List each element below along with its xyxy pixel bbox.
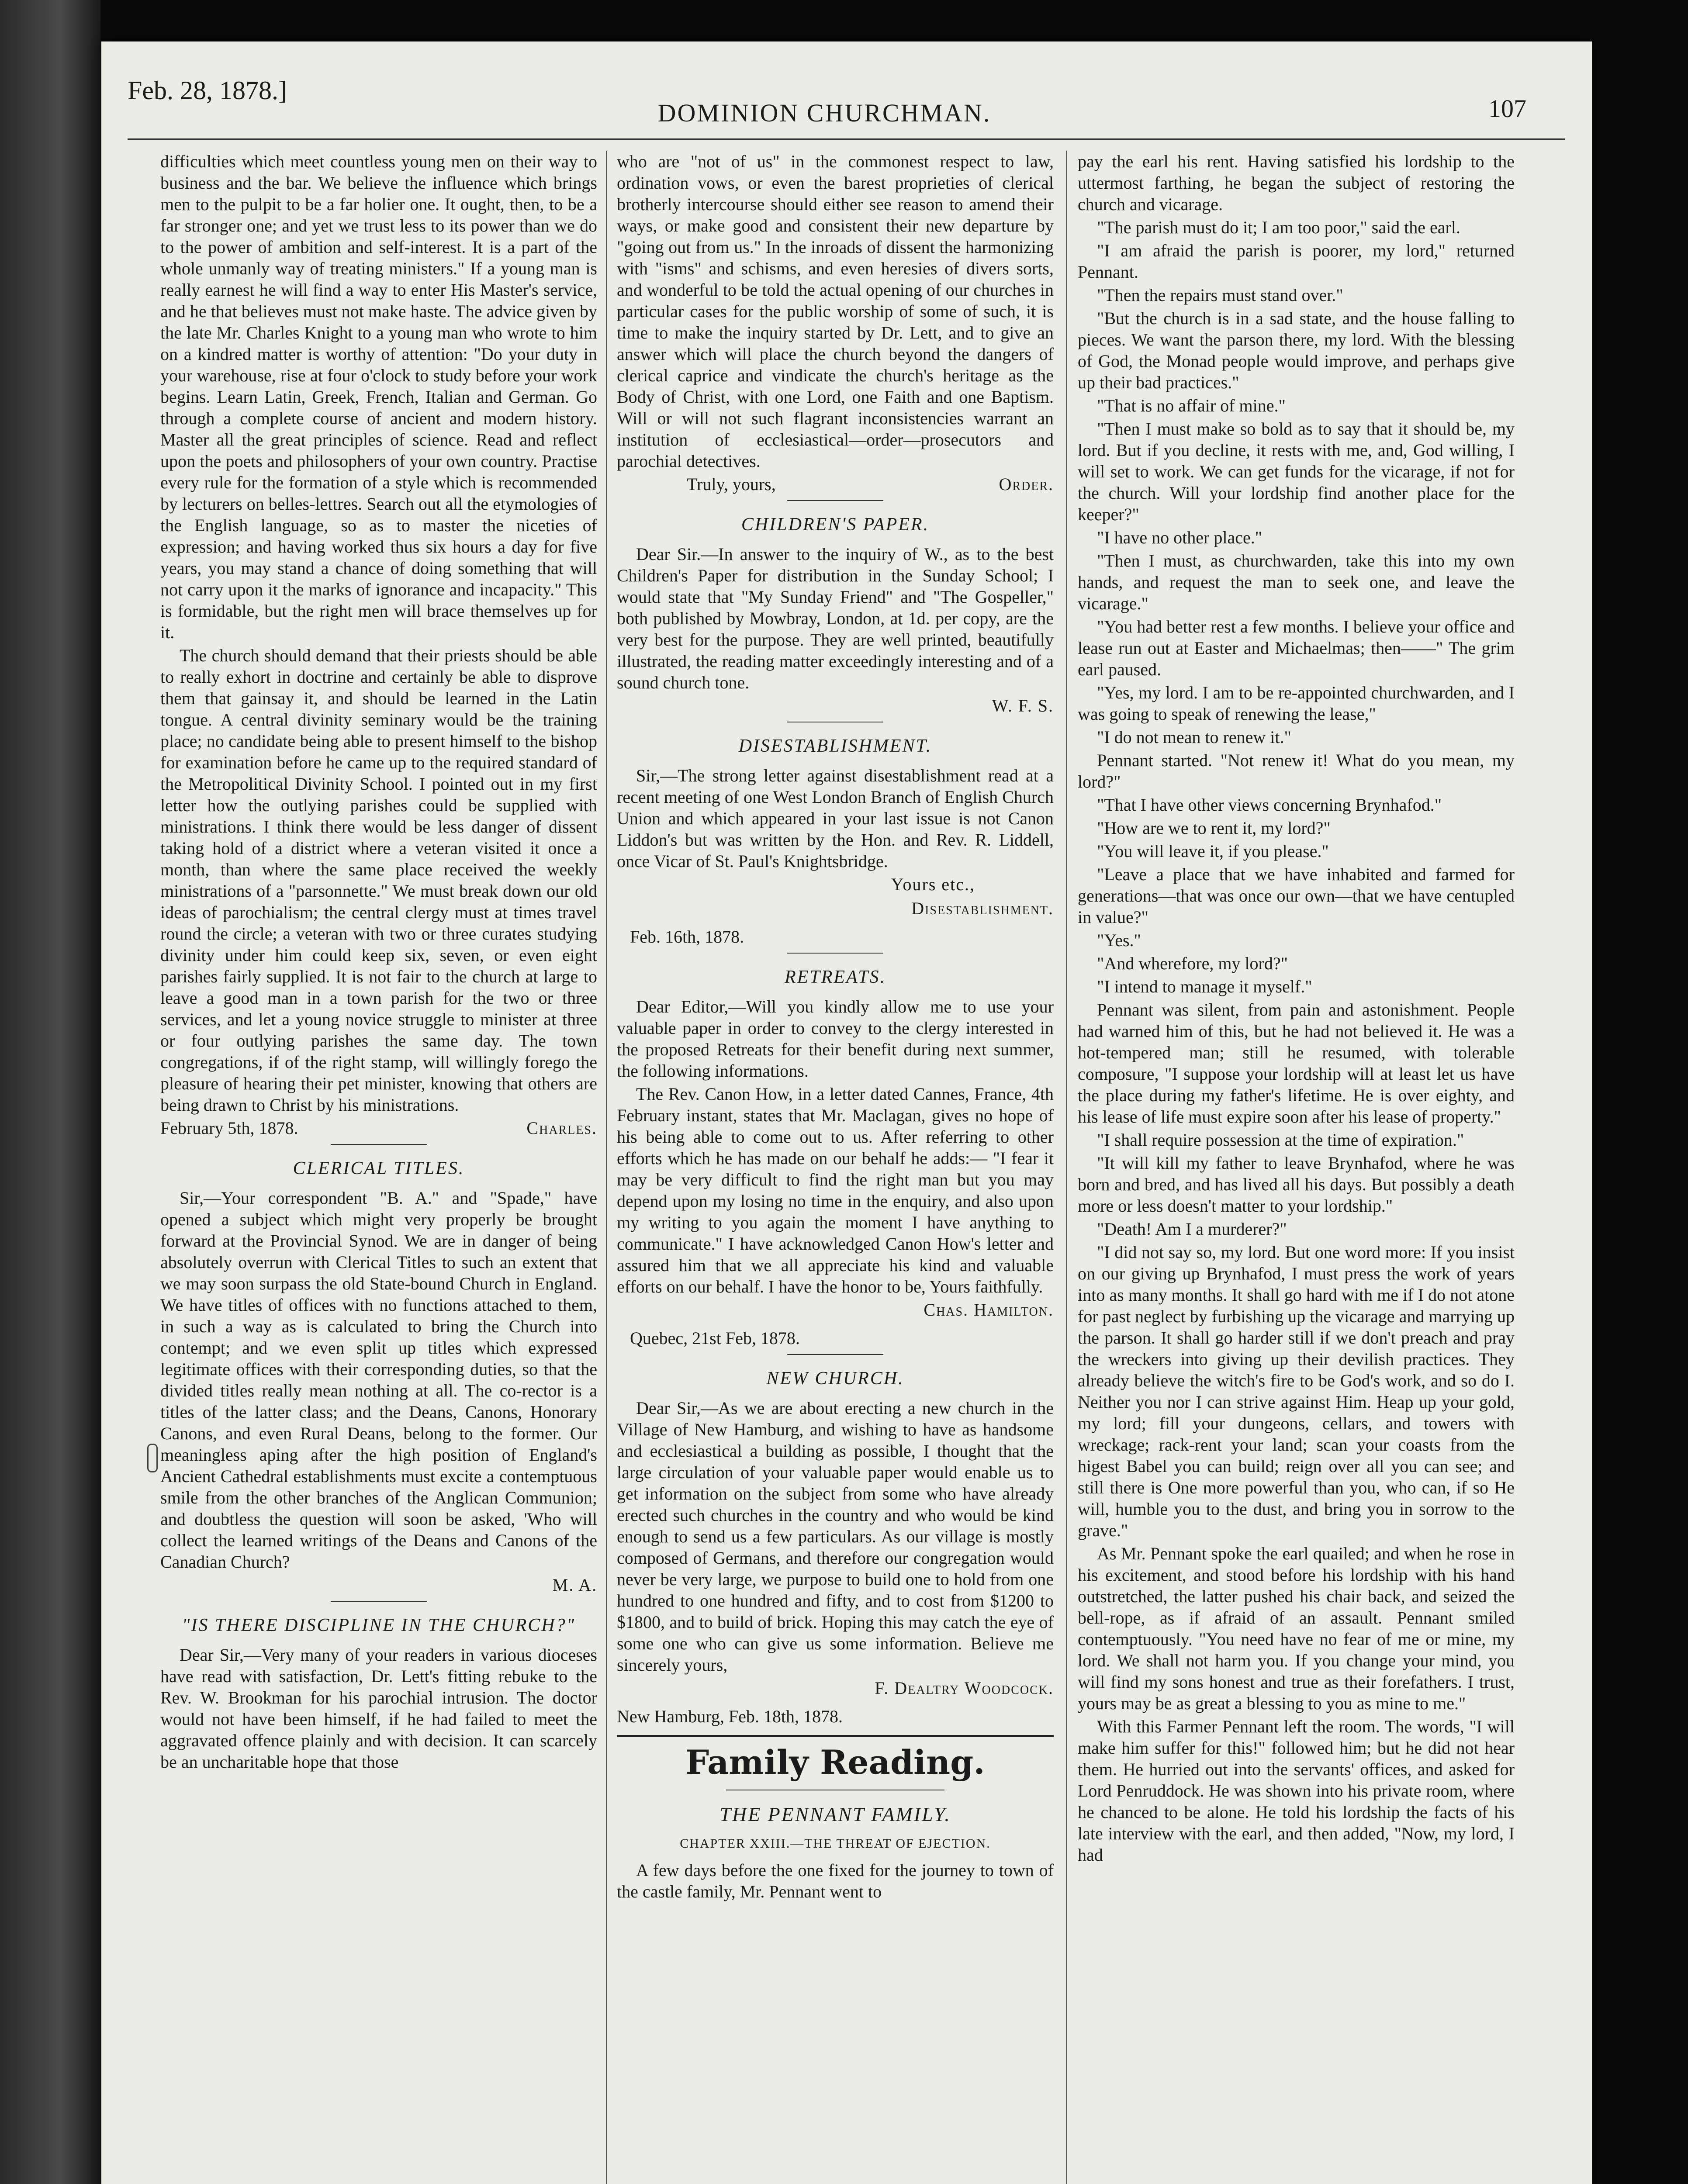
letter-date: Quebec, 21st Feb, 1878. — [630, 1328, 800, 1348]
paragraph: "I did not say so, my lord. But one word more: If you insist on our giving up Brynhafod, I must press the work of years into as many months. It shall go hard with me if I do not atone for past neglect by furbishing up the vicarage and marrying up the parson. It shall go harder still if we don't preach and pray the wreckers into giving up their devilish practices. They already believe the witch's fire to be God's work, and so do I. Neither you nor I can strive against Him. Heap up your gold, my lord; fill your dungeons, cellars, and towers with wreckage; rack-rent your land; scan your coasts from the higest Babel you can build; reign over all you can see; and still there is One more powerful than you, who can, if so He will, humble you to the dust, and bring you in sorrow to the grave." — [1078, 1242, 1515, 1540]
signature-line — [160, 1117, 597, 1139]
paragraph: Dear Sir,—As we are about erecting a new church in the Village of New Hamburg, and wishing to have as handsome and ecclesiastical a building as possible, I thought that the large circulation of your valuable paper would enable us to get information on the subject from some who have already erected such churches in the country and who would be kind enough to send us a few particulars. As our village is mostly composed of Germans, and therefore our congregation would never be very large, we purpose to build one to hold from one hundred to one hundred and fifty, and to cost from $1200 to $1800, and to build of brick. Hoping this may catch the eye of some one who can give us some information. Believe me sincerely yours, — [617, 1398, 1054, 1675]
divider — [787, 953, 883, 954]
divider — [331, 1601, 427, 1602]
paragraph: "How are we to rent it, my lord?" — [1097, 818, 1331, 838]
paragraph: The Rev. Canon How, in a letter dated Cannes, France, 4th February instant, states that Mr. Maclagan, gives no hope of his being able to come out to us. After referring to other efforts which he has made on our behalf he adds:— "I fear it may be very difficult to find the right man but you may depend upon my losing no time in the enquiry, and also upon my writing to you again the moment I have anything to communicate." I have acknowledged Canon How's letter and assured him that we all appreciate his kind and valuable efforts on our behalf. I have the honor to be, Yours faithfully. — [617, 1084, 1054, 1296]
closing: Truly, yours, — [687, 474, 776, 494]
paragraph: Dear Editor,—Will you kindly allow me to use your valuable paper in order to convey to the clergy interested in the proposed Retreats for their benefit during next summer, the following informations. — [617, 997, 1054, 1081]
paragraph: "I have no other place." — [1097, 528, 1263, 547]
page-header — [101, 41, 1592, 146]
scan-edge-left — [0, 0, 100, 2184]
paragraph: difficulties which meet countless young men on their way to business and the bar. We believe the influence which brings men to the pulpit to be a far holier one. It ought, then, to be a far stronger one; and yet we trust less to its power than we do to the power of ambition and self-interest. It is a part of the whole unmanly way of treating ministers." If a young man is really earnest he will find a way to enter His Master's service, and he that believes must not make haste. The advice given by the late Mr. Charles Knight to a young man who wrote to him on a kindred matter is worthy of attention: "Do your duty in your warehouse, rise at four o'clock to study before your work begins. Learn Latin, Greek, French, Italian and German. Go through a complete course of ancient and modern history. Master all the great principles of science. Read and reflect upon the poets and philosophers of your own country. Practise every rule for the formation of a style which is recommended by lecturers on belles-lettres. Search out all the etymologies of the English language, so as to master the niceties of expression; and having worked thus six hours a day for five years, you may stand a chance of doing something that will not carry upon it the marks of ignorance and incapacity." This is formidable, but the right men will brace themselves up for it. — [160, 152, 597, 642]
paragraph: Sir,—The strong letter against disestablishment read at a recent meeting of one West London Branch of English Church Union and which appeared in your last issue is not Canon Liddon's but was written by the Hon. and Rev. R. Liddell, once Vicar of St. Paul's Knightsbridge. — [617, 766, 1054, 871]
paragraph: "The parish must do it; I am too poor," said the earl. — [1097, 218, 1460, 237]
letter-signature: Disestablishment. — [911, 898, 1054, 918]
paragraph: Pennant started. "Not renew it! What do you mean, my lord?" — [1078, 750, 1515, 791]
column-divider — [606, 151, 607, 2184]
letter-date: New Hamburg, Feb. 18th, 1878. — [617, 1707, 843, 1726]
article-heading: NEW CHURCH. — [766, 1368, 904, 1389]
paragraph: "I shall require possession at the time of expiration." — [1097, 1130, 1464, 1150]
paragraph: A few days before the one fixed for the journey to town of the castle family, Mr. Pennant went to — [617, 1860, 1054, 1901]
binding-mark — [147, 1444, 158, 1472]
newspaper-page — [101, 41, 1592, 2184]
paragraph: "Yes, my lord. I am to be re-appointed churchwarden, and I was going to speak of renewing the lease," — [1078, 683, 1515, 724]
section-title: Family Reading. — [685, 1743, 985, 1782]
paragraph: "But the church is in a sad state, and the house falling to pieces. We want the parson there, my lord. With the blessing of God, the Monad people would improve, and perhaps give up their bad practices." — [1078, 308, 1515, 392]
column-2 — [617, 151, 1054, 2184]
section-rule — [617, 1735, 1054, 1737]
paragraph: "It will kill my father to leave Brynhafod, where he was born and bred, and has lived all his days. But possibly a death more or less doesn't matter to your lordship." — [1078, 1153, 1515, 1216]
divider — [331, 1144, 427, 1145]
paragraph: "That is no affair of mine." — [1097, 396, 1286, 415]
paragraph: "You had better rest a few months. I believe your office and lease run out at Easter and Michaelmas; then——" The grim earl paused. — [1078, 617, 1515, 679]
page-number: 107 — [1488, 94, 1526, 123]
story-title: THE PENNANT FAMILY. — [719, 1803, 951, 1825]
chapter-heading: CHAPTER XXIII.—THE THREAT OF EJECTION. — [680, 1836, 991, 1851]
article-heading: CLERICAL TITLES. — [293, 1158, 465, 1178]
paragraph: Pennant was silent, from pain and astonishment. People had warned him of this, but he had not believed it. He was a hot-tempered man; still he resumed, with tolerable composure, "I suppose your lordship will at least let us have the place during my father's lifetime. He is over eighty, and his lease of life must expire soon after his lease of property." — [1078, 1000, 1515, 1127]
article-heading: "IS THERE DISCIPLINE IN THE CHURCH?" — [182, 1615, 576, 1635]
column-1 — [160, 151, 597, 2184]
paragraph: With this Farmer Pennant left the room. The words, "I will make him suffer for this!" followed him; but he did not hear them. He hurried out into the servants' offices, and asked for Lord Penruddock. He was shown into his private room, where he chanced to be alone. He told his lordship the facts of his late interview with the earl, and then added, "Now, my lord, I had — [1078, 1717, 1515, 1865]
article-heading: CHILDREN'S PAPER. — [741, 515, 930, 535]
divider — [787, 1354, 883, 1355]
paragraph: The church should demand that their priests should be able to really exhort in doctrine and certainly be able to disprove them that gainsay it, and should be learned in the Latin tongue. A central divinity seminary would be the training place; no candidate being able to present himself to the bishop for examination before he came up to the required standard of the Metropolitical Divinity School. I pointed out in my first letter how the outlying parishes could be supplied with ministrations. I think there would be less danger of dissent taking hold of a district where a veteran visited it once a month, than where the same place received the weekly ministrations of a "parsonnette." We must break down our old ideas of parochialism; the central clergy must at times travel round the circle; a veteran with two or three curates studying divinity under him could keep six, seven, or even eight parishes fairly supplied. It is not fair to the church at large to leave a good man in a town parish for the two or three services, and let a young novice struggle to minister at three or four outlying parishes the same day. The town congregations, if of the right stamp, will willingly forego the pleasure of hearing their pet minister, knowing that others are being drawn to Christ by his ministrations. — [160, 646, 597, 1115]
divider — [787, 500, 883, 501]
paragraph: "That I have other views concerning Brynhafod." — [1097, 795, 1442, 815]
paragraph: "And wherefore, my lord?" — [1097, 954, 1288, 973]
header-title: DOMINION CHURCHMAN. — [657, 99, 991, 127]
paragraph: "Leave a place that we have inhabited and farmed for generations—that was once our own—that we have centupled in value?" — [1078, 864, 1515, 927]
column-divider — [1066, 151, 1067, 2184]
closing: Yours etc., — [891, 874, 975, 894]
letter-signature: Order. — [999, 474, 1054, 494]
paragraph: "I intend to manage it myself." — [1097, 977, 1312, 996]
header-date: Feb. 28, 1878.] — [128, 76, 287, 105]
paragraph: "Then I must, as churchwarden, take this into my own hands, and request the man to seek one, and leave the vicarage." — [1078, 551, 1515, 613]
paragraph: As Mr. Pennant spoke the earl quailed; and when he rose in his excitement, and stood before his lordship with his hand outstretched, the latter pushed his chair back, and seized the bell-rope, as if afraid of an assault. Pennant smiled contemptuously. "You need have no fear of me or mine, my lord. We shall not harm you. If you change your mind, you will find my sons honest and true as their forefathers. I trust, yours may be as great a blessing to you as mine to me." — [1078, 1544, 1515, 1713]
letter-signature: Chas. Hamilton. — [924, 1300, 1054, 1320]
paragraph: "You will leave it, if you please." — [1097, 841, 1329, 861]
signature-line — [617, 473, 1054, 495]
paragraph: "Yes." — [1097, 930, 1141, 950]
paragraph: pay the earl his rent. Having satisfied his lordship to the uttermost farthing, he began the subject of restoring the church and vicarage. — [1078, 152, 1515, 214]
article-heading: RETREATS. — [785, 967, 886, 987]
letter-signature: W. F. S. — [992, 696, 1054, 715]
letter-date: Feb. 16th, 1878. — [630, 927, 744, 947]
letter-signature: F. Dealtry Woodcock. — [875, 1678, 1054, 1698]
paragraph: "Death! Am I a murderer?" — [1097, 1219, 1287, 1239]
letter-signature: Charles. — [526, 1118, 597, 1138]
header-rule — [128, 138, 1565, 140]
letter-signature: M. A. — [552, 1575, 597, 1595]
paragraph: Dear Sir,—Very many of your readers in various dioceses have read with satisfaction, Dr. Lett's fitting rebuke to the Rev. W. Brookman for his parochial intrusion. The doctor would not have been himself, if he had failed to meet the aggravated offence plainly and with decision. It can scarcely be an uncharitable hope that those — [160, 1645, 597, 1772]
paragraph: "Then the repairs must stand over." — [1097, 285, 1343, 305]
letter-date: February 5th, 1878. — [160, 1118, 298, 1138]
paragraph: "I am afraid the parish is poorer, my lord," returned Pennant. — [1078, 241, 1515, 282]
paragraph: "I do not mean to renew it." — [1097, 727, 1291, 747]
paragraph: Dear Sir.—In answer to the inquiry of W., as to the best Children's Paper for distribution in the Sunday School; I would state that "My Sunday Friend" and "The Gospeller," both published by Mowbray, London, at 1d. per copy, are the very best for the purpose. They are well printed, beautifully illustrated, the reading matter exceedingly interesting and of a sound church tone. — [617, 544, 1054, 692]
paragraph: "Then I must make so bold as to say that it should be, my lord. But if you decline, it rests with me, and, God willing, I will set to work. We can get funds for the vicarage, if not for the church. Will your lordship find another place for the keeper?" — [1078, 419, 1515, 524]
article-heading: DISESTABLISHMENT. — [738, 736, 932, 756]
column-3 — [1078, 151, 1515, 2184]
paragraph: Sir,—Your correspondent "B. A." and "Spade," have opened a subject which might very properly be brought forward at the Provincial Synod. We are in danger of being absolutely overrun with Clerical Titles to such an extent that we may soon surpass the old State-bound Church in England. We have titles of offices with no functions attached to them, in such a way as is calculated to bring the Church into contempt; and we even split up titles which expressed legitimate offices with their corresponding duties, so that the divided titles really mean nothing at all. The co-rector is a titles of the latter class; and the Deans, Canons, Honorary Canons, and even Rural Deans, belong to the former. Our meaningless aping after the high position of England's Ancient Cathedral establishments must excite a contemptuous smile from the other branches of the Anglican Communion; and doubtless the question will soon be asked, 'Who will collect the learned writings of the Deans and Canons of the Canadian Church? — [160, 1188, 597, 1572]
paragraph: who are "not of us" in the commonest respect to law, ordination vows, or even the barest proprieties of clerical brotherly intercourse should either see reason to amend their ways, or make good and consistent their new departure by "going out from us." In the inroads of dissent the harmonizing with "isms" and schisms, and even heresies of divers sorts, and wonderful to be told the actual opening of our churches in particular cases for the public worship of some of such, it is time to make the inquiry started by Dr. Lett, and to give an answer which will place the church beyond the dangers of clerical caprice and vindicate the church's heritage as the Body of Christ, with one Lord, one Faith and one Baptism. Will or will not such flagrant inconsistencies warrant an institution of ecclesiastical—order—prosecutors and parochial detectives. — [617, 152, 1054, 471]
